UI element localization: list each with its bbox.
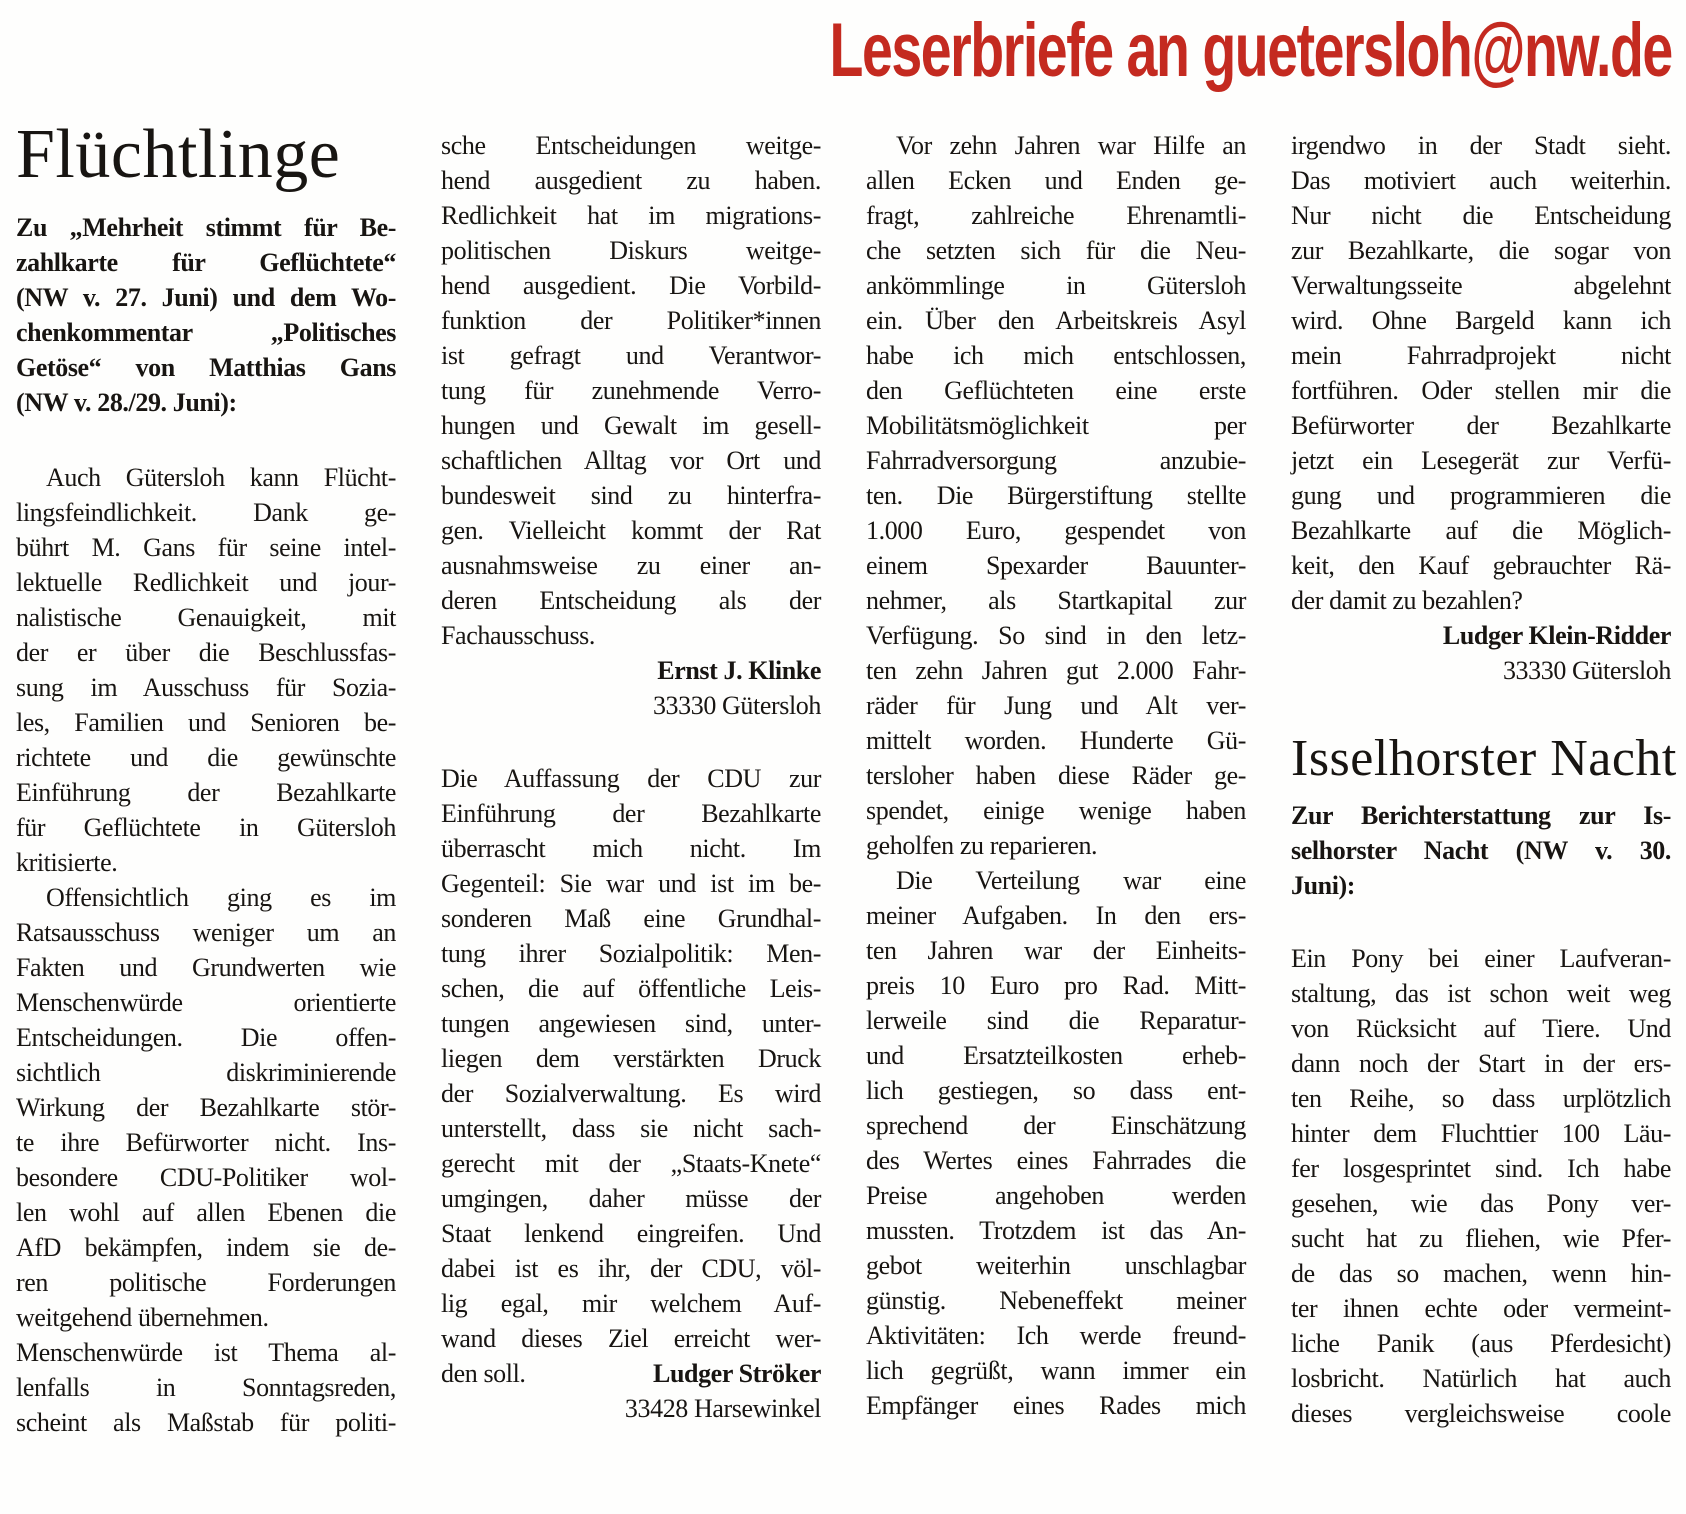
text-line: gen. Vielleicht kommt der Rat bbox=[441, 516, 821, 545]
text-line: schaftlichen Alltag vor Ort und bbox=[441, 446, 821, 475]
paragraph-end-with-signature bbox=[441, 1356, 821, 1391]
text-line: umgingen, daher müsse der bbox=[441, 1184, 821, 1213]
text-line: Das motiviert auch weiterhin. bbox=[1291, 166, 1671, 195]
text-line: und Ersatzteilkosten erheb- bbox=[866, 1041, 1246, 1070]
text-line: tung ihrer Sozialpolitik: Men- bbox=[441, 939, 821, 968]
text-line: fortführen. Oder stellen mir die bbox=[1291, 376, 1671, 405]
text-line: selhorster Nacht (NW v. 30. bbox=[1291, 836, 1671, 865]
text-line: gebot weiterhin unschlagbar bbox=[866, 1251, 1246, 1280]
text-line: Befürworter der Bezahlkarte bbox=[1291, 411, 1671, 440]
masthead bbox=[518, 8, 1672, 94]
text-line: wand dieses Ziel erreicht wer- bbox=[441, 1324, 821, 1353]
text-line: schen, die auf öffentliche Leis- bbox=[441, 974, 821, 1003]
article-headline: Flüchtlinge bbox=[16, 116, 341, 193]
text-line: mussten. Trotzdem ist das An- bbox=[866, 1216, 1246, 1245]
paragraph bbox=[441, 128, 821, 653]
text-line: Zu „Mehrheit stimmt für Be- bbox=[16, 213, 396, 242]
text-line: (NW v. 27. Juni) und dem Wo- bbox=[16, 283, 396, 312]
text-line: einem Spexarder Bauunter- bbox=[866, 551, 1246, 580]
text-line: les, Familien und Senioren be- bbox=[16, 708, 396, 737]
letter-intro bbox=[16, 210, 396, 420]
text-line: Entscheidungen. Die offen- bbox=[16, 1023, 396, 1052]
text-line: lenfalls in Sonntagsreden, bbox=[16, 1373, 396, 1402]
text-line: geholfen zu reparieren. bbox=[866, 831, 1098, 860]
text-line: gesehen, wie das Pony ver- bbox=[1291, 1189, 1671, 1218]
text-line: tersloher haben diese Räder ge- bbox=[866, 761, 1246, 790]
text-line: der damit zu bezahlen? bbox=[1291, 586, 1523, 615]
text-line: Zur Berichterstattung zur Is- bbox=[1291, 801, 1671, 830]
text-line: ten Reihe, so dass urplötzlich bbox=[1291, 1084, 1671, 1113]
text-line: chenkommentar „Politisches bbox=[16, 318, 396, 347]
paragraph bbox=[16, 1335, 396, 1440]
column-1 bbox=[16, 116, 396, 1440]
text-line: günstig. Nebeneffekt meiner bbox=[866, 1286, 1246, 1315]
column-4 bbox=[1291, 128, 1677, 1440]
spacer bbox=[1291, 688, 1671, 730]
text-line: der er über die Beschlussfas- bbox=[16, 638, 396, 667]
text-line: 1.000 Euro, gespendet von bbox=[866, 516, 1246, 545]
text-line: kritisierte. bbox=[16, 848, 118, 877]
spacer bbox=[1291, 903, 1671, 941]
text-line: scheint als Maßstab für politi- bbox=[16, 1408, 396, 1437]
text-line: losbricht. Natürlich hat auch bbox=[1291, 1364, 1671, 1393]
text-line: Fahrradversorgung anzubie- bbox=[866, 446, 1246, 475]
text-line: hend ausgedient zu haben. bbox=[441, 166, 821, 195]
text-line: de das so machen, wenn hin- bbox=[1291, 1259, 1671, 1288]
text-line: Einführung der Bezahlkarte bbox=[441, 799, 821, 828]
text-line: gerecht mit der „Staats-Knete“ bbox=[441, 1149, 821, 1178]
text-line: weitgehend übernehmen. bbox=[16, 1303, 269, 1332]
text-line: che setzten sich für die Neu- bbox=[866, 236, 1246, 265]
text-line: mittelt worden. Hunderte Gü- bbox=[866, 726, 1246, 755]
text-line: Die Verteilung war eine bbox=[896, 866, 1246, 895]
text-line: sche Entscheidungen weitge- bbox=[441, 131, 821, 160]
spacer bbox=[441, 723, 821, 761]
text-line: Ratsausschuss weniger um an bbox=[16, 918, 396, 947]
signature-name: Ludger Ströker bbox=[653, 1359, 821, 1388]
text-line: habe ich mich entschlossen, bbox=[866, 341, 1246, 370]
text-line: ren politische Forderungen bbox=[16, 1268, 396, 1297]
article-headline: Isselhorster Nacht bbox=[1291, 730, 1677, 787]
text-line: Fachausschuss. bbox=[441, 621, 595, 650]
text-line: überrascht mich nicht. Im bbox=[441, 834, 821, 863]
text-line: mein Fahrradprojekt nicht bbox=[1291, 341, 1671, 370]
text-line: Getöse“ von Matthias Gans bbox=[16, 353, 396, 382]
text-line: ankömmlinge in Gütersloh bbox=[866, 271, 1246, 300]
signature-name: Ludger Klein-Ridder bbox=[1442, 621, 1671, 650]
text-line: liche Panik (aus Pferdesicht) bbox=[1291, 1329, 1671, 1358]
text-line: sichtlich diskriminierende bbox=[16, 1058, 396, 1087]
signature-city: 33330 Gütersloh bbox=[652, 691, 821, 720]
text-line: ter ihnen echte oder vermeint- bbox=[1291, 1294, 1671, 1323]
column-2 bbox=[441, 128, 821, 1440]
text-line: Staat lenkend eingreifen. Und bbox=[441, 1219, 821, 1248]
letter-intro bbox=[1291, 798, 1671, 903]
text-line: lerweile sind die Reparatur- bbox=[866, 1006, 1246, 1035]
text-line: Juni): bbox=[1291, 871, 1356, 900]
text-line: lektuelle Redlichkeit und jour- bbox=[16, 568, 396, 597]
text-line: Wirkung der Bezahlkarte stör- bbox=[16, 1093, 396, 1122]
text-line: dann noch der Start in der ers- bbox=[1291, 1049, 1671, 1078]
text-line: sonderen Maß eine Grundhal- bbox=[441, 904, 821, 933]
text-line: Die Auffassung der CDU zur bbox=[441, 764, 821, 793]
masthead-title: Leserbriefe an guetersloh@nw.de bbox=[829, 8, 1672, 93]
text-line: fragt, zahlreiche Ehrenamtli- bbox=[866, 201, 1246, 230]
text-line: hungen und Gewalt im gesell- bbox=[441, 411, 821, 440]
text-line: Mobilitätsmöglichkeit per bbox=[866, 411, 1246, 440]
text-line: bundesweit sind zu hinterfra- bbox=[441, 481, 821, 510]
text-line: besondere CDU-Politiker wol- bbox=[16, 1163, 396, 1192]
text-line: für Geflüchtete in Gütersloh bbox=[16, 813, 396, 842]
text-line: ten. Die Bürgerstiftung stellte bbox=[866, 481, 1246, 510]
text-line: lingsfeindlichkeit. Dank ge- bbox=[16, 498, 396, 527]
text-line: des Wertes eines Fahrrades die bbox=[866, 1146, 1246, 1175]
text-line: Menschenwürde orientierte bbox=[16, 988, 396, 1017]
paragraph bbox=[16, 460, 396, 880]
text-line: hend ausgedient. Die Vorbild- bbox=[441, 271, 821, 300]
text-line: hinter dem Fluchttier 100 Läu- bbox=[1291, 1119, 1671, 1148]
text-line: Aktivitäten: Ich werde freund- bbox=[866, 1321, 1246, 1350]
text-line: räder für Jung und Alt ver- bbox=[866, 691, 1246, 720]
text-line: liegen dem verstärkten Druck bbox=[441, 1044, 821, 1073]
text-line: ist gefragt und Verantwor- bbox=[441, 341, 821, 370]
text-line: ausnahmsweise zu einer an- bbox=[441, 551, 821, 580]
column-3 bbox=[866, 128, 1246, 1440]
text-line: te ihre Befürworter nicht. Ins- bbox=[16, 1128, 396, 1157]
text-line: tungen angewiesen sind, unter- bbox=[441, 1009, 821, 1038]
text-line: politischen Diskurs weitge- bbox=[441, 236, 821, 265]
text-line: Empfänger eines Rades mich bbox=[866, 1391, 1246, 1420]
signature-name: Ernst J. Klinke bbox=[657, 656, 821, 685]
text-line: lig egal, mir welchem Auf- bbox=[441, 1289, 821, 1318]
text-line: Ein Pony bei einer Laufveran- bbox=[1291, 944, 1671, 973]
text-line: Vor zehn Jahren war Hilfe an bbox=[896, 131, 1246, 160]
text-line: sung im Ausschuss für Sozia- bbox=[16, 673, 396, 702]
text-line: jetzt ein Lesegerät zur Verfü- bbox=[1291, 446, 1671, 475]
text-line: ten zehn Jahren gut 2.000 Fahr- bbox=[866, 656, 1246, 685]
text-line: Redlichkeit hat im migrations- bbox=[441, 201, 821, 230]
text-line: AfD bekämpfen, indem sie de- bbox=[16, 1233, 396, 1262]
paragraph bbox=[866, 128, 1246, 863]
text-line: richtete und die gewünschte bbox=[16, 743, 396, 772]
text-line: gung und programmieren die bbox=[1291, 481, 1671, 510]
text-line: lich gestiegen, so dass ent- bbox=[866, 1076, 1246, 1105]
text-line: wird. Ohne Bargeld kann ich bbox=[1291, 306, 1671, 335]
text-line: Bezahlkarte auf die Möglich- bbox=[1291, 516, 1671, 545]
text-line: Menschenwürde ist Thema al- bbox=[16, 1338, 396, 1367]
text-line: Verwaltungsseite abgelehnt bbox=[1291, 271, 1671, 300]
paragraph bbox=[866, 863, 1246, 1423]
text-line: len wohl auf allen Ebenen die bbox=[16, 1198, 396, 1227]
text-line: nehmer, als Startkapital zur bbox=[866, 586, 1246, 615]
text-line: Preise angehoben werden bbox=[866, 1181, 1246, 1210]
text-line: zur Bezahlkarte, die sogar von bbox=[1291, 236, 1671, 265]
text-line: preis 10 Euro pro Rad. Mitt- bbox=[866, 971, 1246, 1000]
signature-city: 33330 Gütersloh bbox=[1502, 656, 1671, 685]
text-line: von Rücksicht auf Tiere. Und bbox=[1291, 1014, 1671, 1043]
text-line: der Sozialverwaltung. Es wird bbox=[441, 1079, 821, 1108]
text-line: spendet, einige wenige haben bbox=[866, 796, 1246, 825]
text-line: bührt M. Gans für seine intel- bbox=[16, 533, 396, 562]
text-line: meiner Aufgaben. In den ers- bbox=[866, 901, 1246, 930]
text-line: (NW v. 28./29. Juni): bbox=[16, 388, 237, 417]
text-line: Nur nicht die Entscheidung bbox=[1291, 201, 1671, 230]
text-line: sprechend der Einschätzung bbox=[866, 1111, 1246, 1140]
paragraph bbox=[1291, 128, 1671, 618]
text-line: funktion der Politiker*innen bbox=[441, 306, 821, 335]
text-line: dieses vergleichsweise coole bbox=[1291, 1399, 1671, 1428]
text-line: unterstellt, dass sie nicht sach- bbox=[441, 1114, 821, 1143]
text-line: Fakten und Grundwerten wie bbox=[16, 953, 396, 982]
text-line: irgendwo in der Stadt sieht. bbox=[1291, 131, 1671, 160]
text-line: Offensichtlich ging es im bbox=[46, 883, 396, 912]
text-line: Auch Gütersloh kann Flücht- bbox=[46, 463, 396, 492]
text-line: lich gegrüßt, wann immer ein bbox=[866, 1356, 1246, 1385]
spacer bbox=[16, 420, 396, 460]
paragraph bbox=[441, 761, 821, 1356]
signature-city: 33428 Harsewinkel bbox=[624, 1394, 821, 1423]
text-line: sucht hat zu fliehen, wie Pfer- bbox=[1291, 1224, 1671, 1253]
paragraph bbox=[1291, 941, 1671, 1431]
text-line: Gegenteil: Sie war und ist im be- bbox=[441, 869, 821, 898]
text-line: allen Ecken und Enden ge- bbox=[866, 166, 1246, 195]
text-line: ten Jahren war der Einheits- bbox=[866, 936, 1246, 965]
text-line: Einführung der Bezahlkarte bbox=[16, 778, 396, 807]
text-line: staltung, das ist schon weit weg bbox=[1291, 979, 1671, 1008]
text-line: dabei ist es ihr, der CDU, völ- bbox=[441, 1254, 821, 1283]
text-line: nalistische Genauigkeit, mit bbox=[16, 603, 396, 632]
text-line: keit, den Kauf gebrauchter Rä- bbox=[1291, 551, 1671, 580]
text-line: zahlkarte für Geflüchtete“ bbox=[16, 248, 396, 277]
text-line: deren Entscheidung als der bbox=[441, 586, 821, 615]
text-line: Verfügung. So sind in den letz- bbox=[866, 621, 1246, 650]
paragraph bbox=[16, 880, 396, 1335]
text-line: den Geflüchteten eine erste bbox=[866, 376, 1246, 405]
text-line: fer losgesprintet sind. Ich habe bbox=[1291, 1154, 1671, 1183]
text-line: tung für zunehmende Verro- bbox=[441, 376, 821, 405]
text-line: den soll. bbox=[441, 1359, 526, 1388]
text-line: ein. Über den Arbeitskreis Asyl bbox=[866, 306, 1246, 335]
